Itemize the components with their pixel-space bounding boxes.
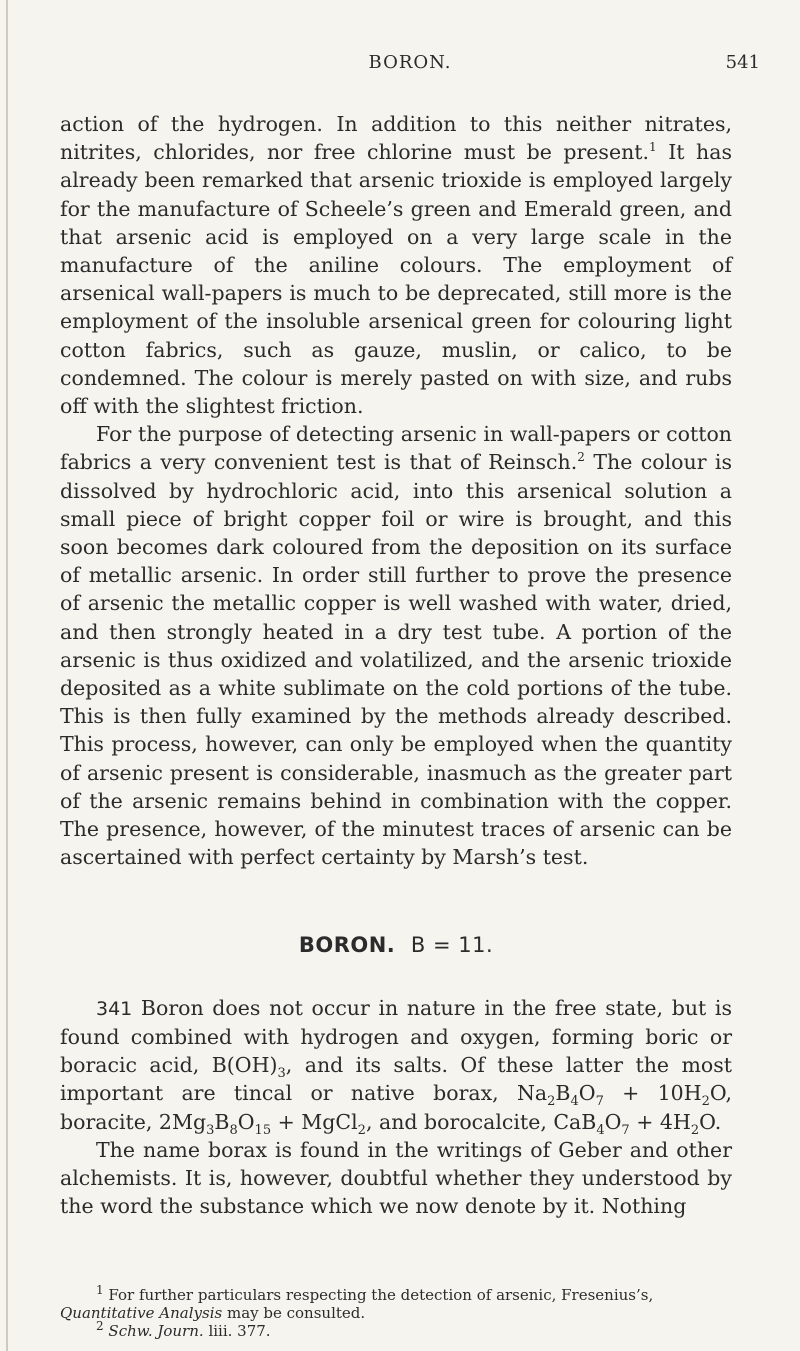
footnote-marker: 1: [96, 1283, 104, 1297]
running-title: BORON.: [368, 52, 452, 73]
footnotes: [60, 1283, 740, 1340]
footnote-text: For further particulars respecting the detection of arsenic, Fresenius’s,: [103, 1286, 654, 1304]
text: , and borocalcite, CaB: [365, 1109, 597, 1134]
paragraph-text: action of the hydrogen. In addition to this neither nitrates, nitrites, chlorides, nor free chlorine must be present.: [60, 112, 732, 165]
text: Boron does not occur in nature in the free state, but is found combined with hydrogen and oxygen, forming boric or boracic acid, B(OH): [60, 995, 732, 1078]
paragraph-number: 341: [96, 997, 133, 1020]
text: + 10H: [603, 1081, 702, 1106]
subscript: 8: [229, 1122, 238, 1138]
subscript: 7: [621, 1122, 630, 1138]
paragraph-arsenic-uses: [60, 110, 732, 420]
paragraph-boron: [60, 994, 732, 1136]
paragraph-text: The colour is dissolved by hydrochloric acid, into this arsenical solution a small piece of bright copper foil or wire is brought, and this soon becomes dark coloured from the deposition on its surface of metallic arsenic. In order still further to prove the presence of arsenic the metallic copper is well washed with water, dried, and then strongly heated in a dry test tube. A portion of the arsenic is thus oxidized and volatilized, and the arsenic trioxide deposited as a white sublimate on the cold portions of the tube. This is then fully examined by the methods already described. This process, however, can only be employed when the quantity of arsenic present is considerable, inasmuch as the greater part of the arsenic remains behind in combination with the copper. The presence, however, of the minutest traces of arsenic can be ascertained with perfect certainty by Marsh’s test.: [60, 450, 733, 870]
footnote-title: Quantitative Analysis: [60, 1304, 223, 1322]
footnote-marker: 2: [96, 1319, 104, 1333]
text: , and its salts. Of these latter the most important are tincal or native borax, Na: [60, 1053, 733, 1106]
paragraph-text: For the purpose of detecting arsenic in wall-papers or cotton fabrics a very convenient test is that of Reinsch.: [60, 422, 732, 475]
paragraph-text: The name borax is found in the writings of Geber and other alchemists. It is, however, doubtful whether they understood by the word the substance which we now denote by it. Nothing: [60, 1137, 732, 1219]
subscript: 7: [595, 1094, 604, 1110]
text: + MgCl: [271, 1109, 358, 1134]
subscript: 4: [570, 1094, 579, 1110]
text: O, boracite, 2Mg: [60, 1081, 732, 1134]
subscript: 4: [596, 1122, 605, 1138]
text: O: [237, 1109, 255, 1134]
subscript: 2: [690, 1122, 700, 1138]
section-heading: [60, 931, 732, 959]
atomic-weight: B = 11.: [410, 933, 494, 958]
paragraph-borax-history: [60, 1136, 732, 1221]
footnote-text: liii. 377.: [203, 1322, 271, 1340]
text: O.: [699, 1109, 722, 1134]
text: B: [555, 1081, 571, 1106]
subscript: 2: [701, 1094, 710, 1110]
text: + 4H: [629, 1109, 691, 1134]
text: O: [604, 1109, 622, 1134]
footnote-2: [60, 1319, 740, 1340]
footnote-text: may be consulted.: [222, 1304, 366, 1322]
paragraph-reinsch-test: [60, 420, 732, 871]
footnote-ref-1: 1: [649, 140, 657, 155]
page-number: 541: [725, 52, 760, 73]
subscript: 2: [357, 1122, 366, 1138]
subscript: 3: [206, 1122, 215, 1138]
footnote-ref-2: 2: [577, 450, 585, 465]
subscript: 15: [254, 1122, 272, 1138]
section-title: BORON.: [298, 933, 396, 958]
subscript: 3: [277, 1066, 286, 1082]
text: O: [578, 1081, 596, 1106]
page-header: [60, 52, 760, 82]
body-text: [60, 110, 732, 1220]
subscript: 2: [547, 1094, 556, 1110]
footnote-title: Schw. Journ.: [108, 1322, 204, 1340]
footnote-1: [60, 1283, 740, 1322]
page-edge: [6, 0, 8, 1351]
paragraph-text: It has already been remarked that arsenic trioxide is employed largely for the manufacture of Scheele’s green and Emerald green, and that arsenic acid is employed on a very large scale in the manufacture of the aniline colours. The employment of arsenical wall-papers is much to be deprecated, still more is the employment of the insoluble arsenical green for colouring light cotton fabrics, such as gauze, muslin, or calico, to be condemned. The colour is merely pasted on with size, and rubs off with the slightest friction.: [60, 140, 732, 419]
text: B: [214, 1109, 230, 1134]
